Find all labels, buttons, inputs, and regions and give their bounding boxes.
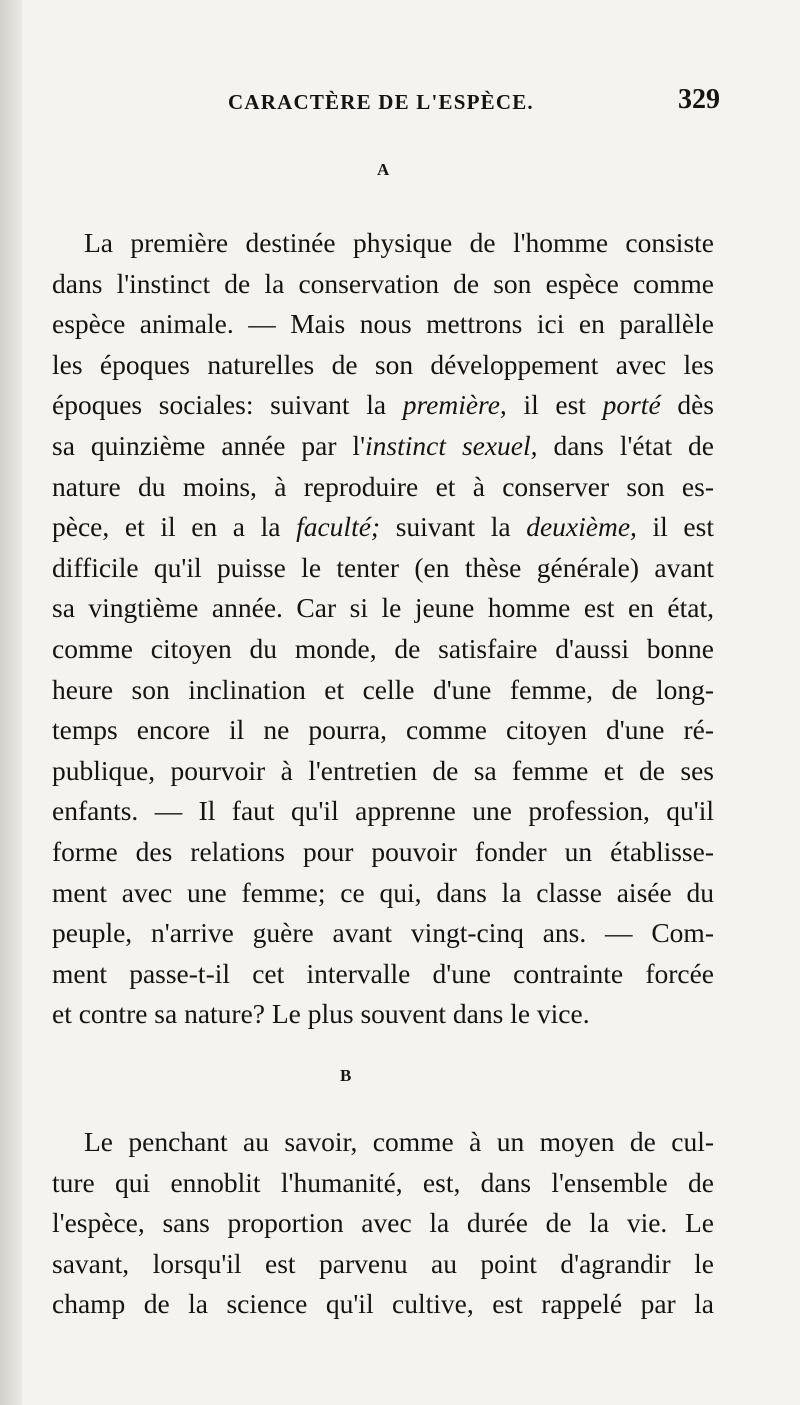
italic-text: deuxième, — [526, 511, 637, 543]
italic-text: porté — [602, 389, 661, 421]
text-run: dans l'état de — [537, 429, 714, 461]
text-line — [52, 588, 714, 629]
text-line — [52, 629, 714, 670]
text-run: savant, lorsqu'il est parvenu au point d'agrandir le — [52, 1247, 714, 1279]
text-run: dès — [660, 389, 714, 421]
text-run: comme citoyen du monde, de satisfaire d'aussi bonne — [52, 632, 714, 664]
italic-text: faculté; — [296, 511, 381, 543]
paragraph-a — [52, 223, 714, 1035]
text-line — [52, 1122, 714, 1163]
text-run: il est — [636, 511, 714, 543]
paragraph-b — [52, 1122, 714, 1325]
section-letter-b: B — [340, 1066, 352, 1085]
text-line — [52, 913, 714, 954]
text-run: peuple, n'arrive guère avant vingt-cinq ans. — Com- — [52, 917, 714, 949]
text-run: sa quinzième année par l' — [52, 429, 366, 461]
text-run: forme des relations pour pouvoir fonder un établisse- — [52, 835, 714, 867]
text-run: temps encore il ne pourra, comme citoyen d'une ré- — [52, 714, 714, 746]
text-run: époques sociales: suivant la — [52, 389, 403, 421]
text-run: l'espèce, sans proportion avec la durée de la vie. Le — [52, 1207, 714, 1239]
text-line — [52, 304, 714, 345]
text-run: enfants. — Il faut qu'il apprenne une profession, qu'il — [52, 795, 714, 827]
text-line — [52, 994, 714, 1035]
text-line — [52, 873, 714, 914]
text-line — [52, 264, 714, 305]
text-line — [52, 548, 714, 589]
text-line — [52, 670, 714, 711]
text-run: et contre sa nature? Le plus souvent dans le vice. — [52, 998, 590, 1030]
page-header — [228, 84, 720, 120]
text-run: sa vingtième année. Car si le jeune homme est en état, — [52, 592, 714, 624]
text-line — [52, 832, 714, 873]
text-run: suivant la — [380, 511, 527, 543]
text-line — [52, 1284, 714, 1325]
text-line — [52, 385, 714, 426]
text-line — [52, 710, 714, 751]
text-run: La première destinée physique de l'homme consiste — [84, 227, 714, 258]
text-run: publique, pourvoir à l'entretien de sa femme et de ses — [52, 754, 714, 786]
text-line — [52, 426, 714, 467]
italic-text: instinct sexuel, — [365, 429, 538, 461]
italic-text: première, — [402, 389, 507, 421]
text-run: les époques naturelles de son développement avec les — [52, 348, 714, 380]
running-head: CARACTÈRE DE L'ESPÈCE. — [228, 90, 534, 114]
text-run: champ de la science qu'il cultive, est rappelé par la — [52, 1288, 714, 1320]
section-letter-a: A — [377, 160, 390, 179]
text-run: difficile qu'il puisse le tenter (en thèse générale) avant — [52, 551, 714, 583]
text-line — [52, 223, 714, 264]
text-run: espèce animale. — Mais nous mettrons ici en parallèle — [52, 308, 714, 340]
text-run: heure son inclination et celle d'une femme, de long- — [52, 673, 714, 705]
text-run: Le penchant au savoir, comme à un moyen de cul- — [84, 1126, 714, 1157]
text-line — [52, 507, 714, 548]
text-line — [52, 467, 714, 508]
text-line — [52, 791, 714, 832]
text-line — [52, 1203, 714, 1244]
text-line — [52, 954, 714, 995]
text-run: il est — [506, 389, 603, 421]
text-line — [52, 345, 714, 386]
text-run: ture qui ennoblit l'humanité, est, dans l'ensemble de — [52, 1166, 714, 1198]
page-number: 329 — [678, 84, 720, 115]
text-run: ment passe-t-il cet intervalle d'une contrainte forcée — [52, 957, 714, 989]
text-run: dans l'instinct de la conservation de son espèce comme — [52, 267, 714, 299]
text-run: nature du moins, à reproduire et à conserver son es- — [52, 470, 714, 502]
text-line — [52, 1163, 714, 1204]
text-run: pèce, et il en a la — [52, 511, 297, 543]
text-line — [52, 1244, 714, 1285]
text-run: ment avec une femme; ce qui, dans la classe aisée du — [52, 876, 714, 908]
text-line — [52, 751, 714, 792]
